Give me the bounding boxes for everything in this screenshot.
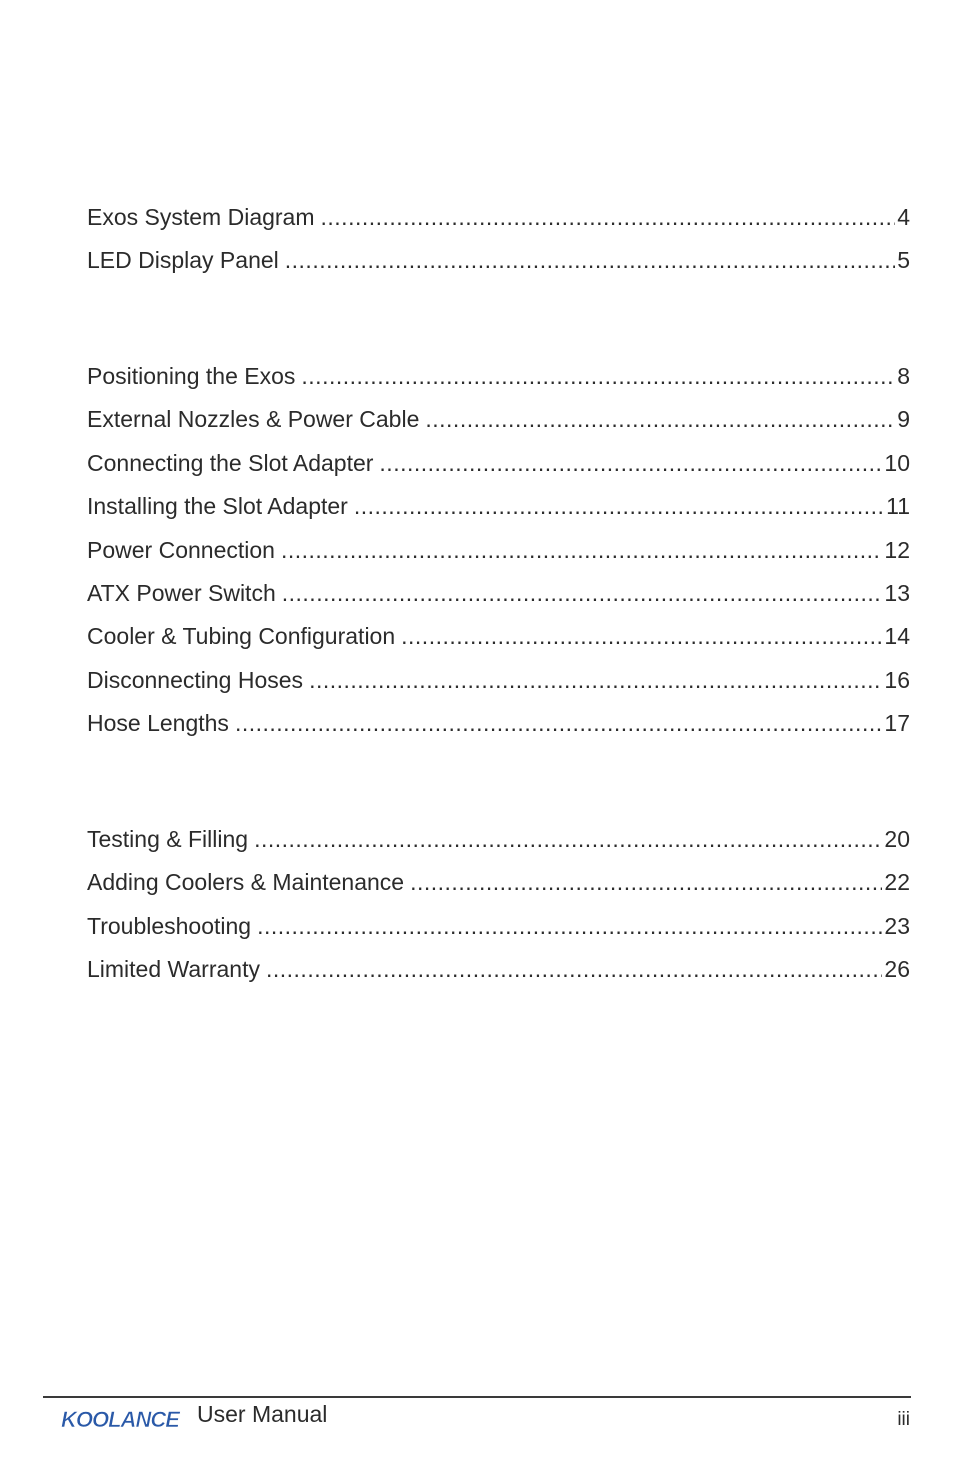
toc-dot-leader — [309, 667, 882, 693]
toc-entry-page: 23 — [884, 912, 910, 939]
toc-dot-leader — [354, 493, 884, 519]
toc-entry-page: 12 — [884, 536, 910, 563]
toc-entry-page: 8 — [897, 363, 910, 389]
toc-section-2 — [87, 363, 910, 754]
toc-entry[interactable] — [87, 204, 910, 247]
toc-entry-page: 13 — [884, 579, 910, 606]
toc-entry-page: 5 — [897, 247, 910, 274]
toc-dot-leader — [281, 537, 882, 563]
toc-entry[interactable] — [87, 363, 910, 406]
toc-dot-leader — [401, 623, 882, 649]
toc-dot-leader — [282, 580, 883, 606]
toc-entry[interactable] — [87, 580, 910, 623]
toc-dot-leader — [379, 450, 882, 476]
page-number: iii — [897, 1409, 910, 1430]
toc-entry-title: ATX Power Switch — [87, 579, 276, 606]
toc-entry-page: 17 — [884, 710, 910, 737]
toc-entry[interactable] — [87, 450, 910, 493]
toc-entry-title: Disconnecting Hoses — [87, 666, 304, 693]
toc-entry-page: 20 — [884, 826, 910, 852]
manual-title: User Manual — [197, 1401, 328, 1427]
toc-dot-leader — [285, 247, 895, 273]
toc-entry[interactable] — [87, 956, 910, 999]
toc-dot-leader — [410, 869, 882, 895]
toc-entry-page: 4 — [897, 204, 910, 230]
toc-entry-page: 16 — [884, 666, 910, 693]
toc-entry[interactable] — [87, 623, 910, 666]
toc-entry[interactable] — [87, 537, 910, 580]
toc-entry[interactable] — [87, 667, 910, 710]
toc-entry[interactable] — [87, 826, 910, 869]
toc-dot-leader — [425, 406, 895, 432]
toc-entry[interactable] — [87, 913, 910, 956]
toc-dot-leader — [266, 956, 882, 982]
toc-entry[interactable] — [87, 406, 910, 449]
toc-entry-title: Testing & Filling — [87, 826, 249, 852]
footer-divider — [43, 1396, 911, 1398]
toc-entry-page: 26 — [884, 956, 910, 983]
toc-entry-title: Installing the Slot Adapter — [87, 493, 348, 520]
koolance-logo — [59, 1402, 185, 1432]
toc-entry[interactable] — [87, 247, 910, 290]
toc-section-1 — [87, 204, 910, 291]
toc-dot-leader — [321, 204, 896, 230]
toc-dot-leader — [257, 913, 882, 939]
toc-entry-title: Limited Warranty — [87, 956, 260, 983]
toc-entry-title: Cooler & Tubing Configuration — [87, 623, 396, 650]
toc-entry-title: Adding Coolers & Maintenance — [87, 869, 405, 896]
toc-entry-page: 9 — [897, 406, 910, 433]
toc-entry-title: External Nozzles & Power Cable — [87, 406, 420, 433]
toc-entry-title: Hose Lengths — [87, 710, 229, 737]
toc-dot-leader — [254, 826, 882, 852]
toc-entry-page: 22 — [884, 869, 910, 896]
toc-entry-title: Power Connection — [87, 536, 275, 563]
toc-section-3 — [87, 826, 910, 1000]
toc-entry-page: 10 — [884, 449, 910, 476]
toc-entry[interactable] — [87, 493, 910, 536]
toc-entry-title: Exos System Diagram — [87, 204, 315, 230]
toc-entry[interactable] — [87, 710, 910, 753]
toc-entry-page: 11 — [886, 493, 910, 520]
toc-entry[interactable] — [87, 869, 910, 912]
svg-text:KOOLANCE: KOOLANCE — [61, 1407, 179, 1432]
toc-dot-leader — [301, 363, 895, 389]
toc-entry-title: Positioning the Exos — [87, 363, 296, 389]
toc-entry-title: Troubleshooting — [87, 912, 252, 939]
toc-dot-leader — [235, 710, 882, 736]
toc-entry-title: Connecting the Slot Adapter — [87, 449, 374, 476]
toc-entry-page: 14 — [884, 623, 910, 650]
toc-entry-title: LED Display Panel — [87, 247, 279, 274]
